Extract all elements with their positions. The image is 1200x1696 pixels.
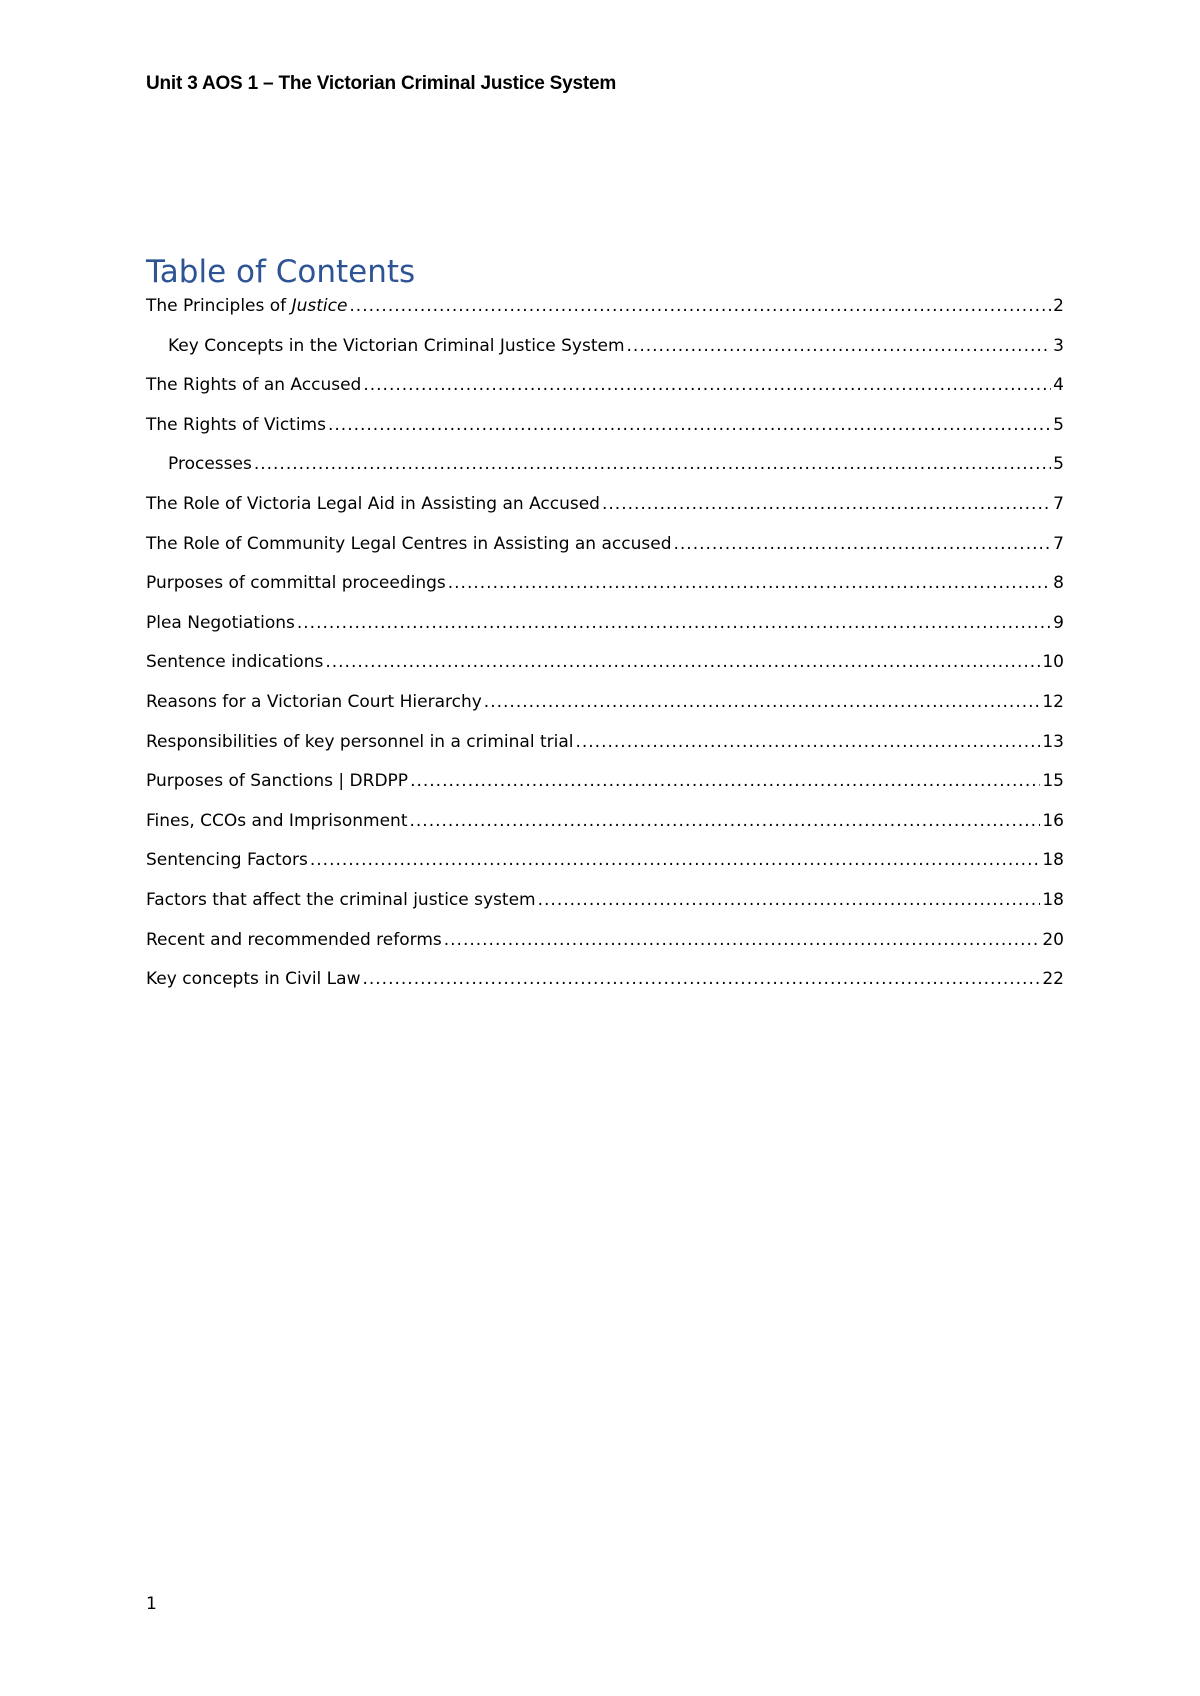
toc-entry-committal-proceedings[interactable] (146, 573, 1064, 613)
toc-entry-emphasis: Justice (291, 296, 348, 316)
toc-entry-label: Key concepts in Civil Law (146, 969, 361, 990)
toc-entry-label: The Rights of Victims (146, 414, 326, 435)
toc-entry-sentencing-factors[interactable] (146, 850, 1064, 890)
toc-entry-label: Plea Negotiations (146, 612, 295, 633)
toc-leader-dots (363, 375, 1051, 395)
toc-entry-label: The Rights of an Accused (146, 375, 362, 396)
toc-entry-label: The Role of Community Legal Centres in Assisting an accused (146, 533, 672, 554)
toc-entry-page: 22 (1042, 969, 1064, 990)
toc-leader-dots (325, 652, 1040, 672)
toc-entry-fines-ccos-imprisonment[interactable] (146, 811, 1064, 851)
toc-entry-label: The Role of Victoria Legal Aid in Assisting an Accused (146, 493, 600, 514)
toc-entry-rights-of-victims[interactable] (146, 415, 1064, 455)
table-of-contents (146, 296, 1064, 1009)
toc-entry-page: 3 (1053, 335, 1064, 356)
toc-entry-sentence-indications[interactable] (146, 652, 1064, 692)
toc-entry-page: 7 (1053, 533, 1064, 554)
toc-leader-dots (448, 573, 1051, 593)
toc-entry-label: Fines, CCOs and Imprisonment (146, 810, 408, 831)
page-number: 1 (146, 1594, 157, 1614)
toc-leader-dots (362, 969, 1040, 989)
toc-entry-label: Factors that affect the criminal justice system (146, 889, 536, 910)
toc-entry-label: Purposes of Sanctions | DRDPP (146, 771, 409, 792)
toc-entry-label: Purposes of committal proceedings (146, 573, 446, 594)
toc-entry-label: Responsibilities of key personnel in a criminal trial (146, 731, 574, 752)
document-header: Unit 3 AOS 1 – The Victorian Criminal Justice System (146, 73, 617, 94)
toc-entry-label: Sentence indications (146, 652, 324, 673)
toc-entry-processes[interactable] (146, 454, 1064, 494)
toc-entry-page: 5 (1053, 414, 1064, 435)
toc-entry-page: 7 (1053, 493, 1064, 514)
toc-entry-reforms[interactable] (146, 930, 1064, 970)
toc-leader-dots (673, 534, 1051, 554)
toc-entry-page: 15 (1042, 771, 1064, 792)
toc-entry-page: 18 (1042, 850, 1064, 871)
toc-entry-factors-criminal-justice[interactable] (146, 890, 1064, 930)
toc-leader-dots (349, 296, 1051, 316)
toc-entry-page: 18 (1042, 889, 1064, 910)
toc-leader-dots (254, 454, 1051, 474)
toc-entry-page: 4 (1053, 375, 1064, 396)
toc-leader-dots (538, 890, 1041, 910)
toc-entry-civil-law[interactable] (146, 969, 1064, 1009)
toc-entry-label: Sentencing Factors (146, 850, 308, 871)
toc-entry-label: Key Concepts in the Victorian Criminal Justice System (168, 335, 625, 356)
toc-entry-label: Reasons for a Victorian Court Hierarchy (146, 691, 482, 712)
toc-entry-plea-negotiations[interactable] (146, 613, 1064, 653)
toc-entry-purposes-of-sanctions[interactable] (146, 771, 1064, 811)
toc-leader-dots (484, 692, 1041, 712)
toc-entry-page: 20 (1042, 929, 1064, 950)
toc-entry-rights-of-accused[interactable] (146, 375, 1064, 415)
toc-leader-dots (410, 771, 1040, 791)
toc-leader-dots (328, 415, 1051, 435)
toc-entry-page: 16 (1042, 810, 1064, 831)
toc-entry-label: The Principles of Justice (146, 296, 348, 316)
toc-entry-page: 13 (1042, 731, 1064, 752)
toc-leader-dots (310, 850, 1041, 870)
toc-leader-dots (444, 930, 1041, 950)
toc-entry-page: 5 (1053, 454, 1064, 475)
toc-entry-page: 9 (1053, 612, 1064, 633)
toc-entry-label: Processes (168, 454, 252, 475)
toc-entry-principles-of-justice[interactable] (146, 296, 1064, 336)
toc-entry-page: 10 (1042, 652, 1064, 673)
toc-entry-community-legal-centres[interactable] (146, 534, 1064, 574)
toc-leader-dots (575, 732, 1040, 752)
toc-entry-label: Recent and recommended reforms (146, 929, 442, 950)
toc-entry-victoria-legal-aid[interactable] (146, 494, 1064, 534)
toc-entry-page: 8 (1053, 573, 1064, 594)
toc-heading: Table of Contents (146, 254, 416, 290)
toc-entry-key-personnel[interactable] (146, 732, 1064, 772)
toc-leader-dots (297, 613, 1051, 633)
toc-leader-dots (627, 336, 1052, 356)
toc-entry-key-concepts[interactable] (146, 336, 1064, 376)
toc-entry-court-hierarchy[interactable] (146, 692, 1064, 732)
toc-leader-dots (410, 811, 1041, 831)
toc-leader-dots (602, 494, 1051, 514)
toc-entry-page: 12 (1042, 691, 1064, 712)
toc-entry-page: 2 (1053, 296, 1064, 316)
